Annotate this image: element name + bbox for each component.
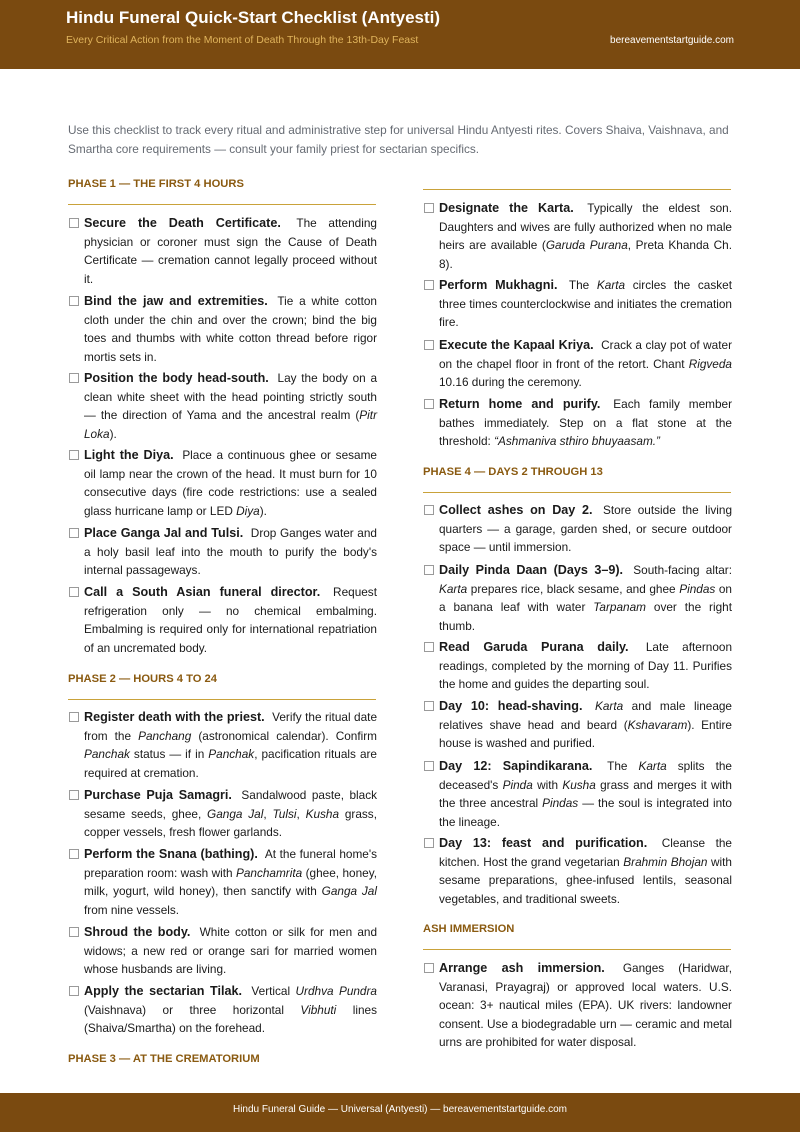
checklist-item[interactable] xyxy=(68,369,377,443)
checklist-item[interactable] xyxy=(423,395,732,451)
checklist-item[interactable] xyxy=(68,446,377,520)
item-description: Place a continuous ghee or sesame oil lamp near the crown of the head. It must burn for 10 consecutive days (fire code restrictions: use a sealed glass hurricane lamp or LED Diya). xyxy=(84,448,377,518)
phase-2-title: PHASE 2 — HOURS 4 TO 24 xyxy=(68,673,218,685)
checklist-item[interactable] xyxy=(423,638,732,694)
intro-text: Use this checklist to track every ritual and administrative step for universal Hindu Antyesti rites. Covers Shaiva, Vaishnava, and Smartha core requirements — consult your family priest for sectarian specifics. xyxy=(68,123,729,156)
checklist-item[interactable] xyxy=(423,336,732,392)
item-heading: Return home and purify. xyxy=(439,397,601,411)
checklist-item[interactable] xyxy=(423,276,732,332)
checklist-item[interactable] xyxy=(423,834,732,908)
item-description: Vertical Urdhva Pundra (Vaishnava) or three horizontal Vibhuti lines (Shaiva/Smartha) on the forehead. xyxy=(84,984,377,1036)
checkbox[interactable] xyxy=(69,790,79,800)
page-header xyxy=(0,0,800,69)
item-description: At the funeral home's preparation room: wash with Panchamrita (ghee, honey, milk, yogurt, wild honey), then sanctify with Ganga Jal from nine vessels. xyxy=(84,847,378,917)
checkbox[interactable] xyxy=(424,203,434,213)
item-heading: Designate the Karta. xyxy=(439,201,574,215)
item-description: Drop Ganges water and a holy basil leaf into the mouth to purify the body's internal passageways. xyxy=(84,526,377,578)
item-description: The Karta splits the deceased's Pinda with Kusha grass and merges it with the three ancestral Pindas — the soul is integrated into the lineage. xyxy=(439,759,732,829)
ash-immersion-title: ASH IMMERSION xyxy=(423,923,515,935)
item-heading: Perform the Snana (bathing). xyxy=(84,847,258,861)
checkbox[interactable] xyxy=(69,587,79,597)
item-description: Crack a clay pot of water on the chapel floor in front of the retort. Chant Rigveda 10.16 during the ceremony. xyxy=(439,338,732,390)
item-heading: Day 13: feast and purification. xyxy=(439,836,648,850)
site-name: bereavementstartguide.com xyxy=(610,35,734,46)
item-heading: Light the Diya. xyxy=(84,448,174,462)
item-description: Store outside the living quarters — a garage, garden shed, or secure outdoor space — until immersion. xyxy=(439,503,733,555)
item-heading: Secure the Death Certificate. xyxy=(84,216,281,230)
checklist-item[interactable] xyxy=(423,697,732,753)
checkbox[interactable] xyxy=(69,528,79,538)
item-heading: Position the body head-south. xyxy=(84,371,269,385)
item-description: Typically the eldest son. Daughters and wives are fully authorized when no male heirs are available (Garuda Purana, Preta Khanda Ch. 8). xyxy=(439,201,733,271)
checkbox[interactable] xyxy=(424,838,434,848)
item-description: The Karta circles the casket three times counterclockwise and initiates the cremation fire. xyxy=(439,278,732,330)
item-description: The attending physician or coroner must sign the Cause of Death Certificate — cremation cannot legally proceed without it. xyxy=(84,216,377,286)
item-heading: Purchase Puja Samagri. xyxy=(84,788,232,802)
item-heading: Execute the Kapaal Kriya. xyxy=(439,338,594,352)
item-heading: Daily Pinda Daan (Days 3–9). xyxy=(439,563,624,577)
item-description: Karta and male lineage relatives shave head and beard (Kshavaram). Entire house is washed and purified. xyxy=(439,699,732,751)
checkbox[interactable] xyxy=(424,399,434,409)
checklist-item[interactable] xyxy=(423,199,732,273)
checkbox[interactable] xyxy=(424,642,434,652)
checkbox[interactable] xyxy=(424,565,434,575)
phase-1-title: PHASE 1 — THE FIRST 4 HOURS xyxy=(68,178,244,190)
page-footer: Hindu Funeral Guide — Universal (Antyesti) — bereavementstartguide.com xyxy=(0,1093,800,1132)
phase-4-divider xyxy=(423,492,731,493)
item-description: Lay the body on a clean white sheet with the head pointing strictly south — the direction of Yama and the ancestral realm (Pitr Loka). xyxy=(84,371,378,441)
item-description: Verify the ritual date from the Panchang (astronomical calendar). Confirm Panchak status — if in Panchak, pacification rituals are required at cremation. xyxy=(84,710,378,780)
item-heading: Register death with the priest. xyxy=(84,710,265,724)
checklist-item[interactable] xyxy=(68,524,377,580)
checkbox[interactable] xyxy=(69,373,79,383)
checklist-item[interactable] xyxy=(68,583,377,657)
item-heading: Call a South Asian funeral director. xyxy=(84,585,321,599)
item-description: Request refrigeration only — no chemical embalming. Embalming is required only for international repatriation of an uncremated body. xyxy=(84,585,377,655)
checklist-item[interactable] xyxy=(68,214,377,288)
checkbox[interactable] xyxy=(69,296,79,306)
item-heading: Collect ashes on Day 2. xyxy=(439,503,593,517)
document-subtitle: Every Critical Action from the Moment of Death Through the 13th-Day Feast xyxy=(66,34,419,46)
checkbox[interactable] xyxy=(69,450,79,460)
item-description: White cotton or silk for men and widows; a new red or orange sari for married women whose husbands are living. xyxy=(84,925,378,977)
checkbox[interactable] xyxy=(424,761,434,771)
item-heading: Read Garuda Purana daily. xyxy=(439,640,629,654)
item-heading: Perform Mukhagni. xyxy=(439,278,558,292)
item-heading: Shroud the body. xyxy=(84,925,191,939)
item-heading: Apply the sectarian Tilak. xyxy=(84,984,243,998)
checklist-item[interactable] xyxy=(423,959,732,1052)
item-description: South-facing altar: Karta prepares rice, black sesame, and ghee Pindas on a banana leaf with water Tarpanam over the right thumb. xyxy=(439,563,733,633)
checkbox[interactable] xyxy=(69,927,79,937)
item-heading: Day 10: head-shaving. xyxy=(439,699,583,713)
item-description: Late afternoon readings, completed by the morning of Day 11. Purifies the home and guides the departing soul. xyxy=(439,640,733,692)
checkbox[interactable] xyxy=(69,849,79,859)
checkbox[interactable] xyxy=(69,712,79,722)
checkbox[interactable] xyxy=(424,701,434,711)
checkbox[interactable] xyxy=(424,340,434,350)
checklist-item[interactable] xyxy=(68,292,377,366)
checklist-item[interactable] xyxy=(68,923,377,979)
phase-3-divider xyxy=(423,189,731,190)
phase-4-title: PHASE 4 — DAYS 2 THROUGH 13 xyxy=(423,466,603,478)
checklist-item[interactable] xyxy=(68,982,377,1038)
item-description: Cleanse the kitchen. Host the grand vegetarian Brahmin Bhojan with sesame preparations, ghee-infused lentils, seasonal vegetables, and traditional sweets. xyxy=(439,836,732,906)
checklist-item[interactable] xyxy=(68,708,377,782)
phase-1-divider xyxy=(68,204,376,205)
checkbox[interactable] xyxy=(69,986,79,996)
checklist-item[interactable] xyxy=(68,786,377,842)
ash-immersion-divider xyxy=(423,949,731,950)
item-heading: Place Ganga Jal and Tulsi. xyxy=(84,526,244,540)
document-title: Hindu Funeral Quick-Start Checklist (Antyesti) xyxy=(66,8,441,27)
item-description: Tie a white cotton cloth under the chin and over the crown; bind the big toes and thumbs with white cotton thread before rigor mortis sets in. xyxy=(84,294,377,364)
item-heading: Bind the jaw and extremities. xyxy=(84,294,268,308)
item-heading: Arrange ash immersion. xyxy=(439,961,605,975)
checkbox[interactable] xyxy=(69,218,79,228)
item-heading: Day 12: Sapindikarana. xyxy=(439,759,593,773)
checkbox[interactable] xyxy=(424,505,434,515)
phase-2-divider xyxy=(68,699,376,700)
item-description: Sandalwood paste, black sesame seeds, ghee, Ganga Jal, Tulsi, Kusha grass, copper vessels, fresh flower garlands. xyxy=(84,788,378,840)
checklist-item[interactable] xyxy=(423,561,732,635)
checkbox[interactable] xyxy=(424,280,434,290)
item-description: Ganges (Haridwar, Varanasi, Prayagraj) or approved local waters. U.S. ocean: 3+ nautical miles (EPA). UK rivers: landowner consent. Use a biodegradable urn — ceramic and metal urns are prohibited for water disposal. xyxy=(439,961,732,1050)
checkbox[interactable] xyxy=(424,963,434,973)
checklist-item[interactable] xyxy=(68,845,377,919)
checklist-item[interactable] xyxy=(423,501,732,557)
checklist-item[interactable] xyxy=(423,757,732,831)
phase-3-title: PHASE 3 — AT THE CREMATORIUM xyxy=(68,1053,260,1065)
item-description: Each family member bathes immediately. Step on a flat stone at the threshold: “Ashmaniva sthiro bhuyaasam.” xyxy=(439,397,733,449)
